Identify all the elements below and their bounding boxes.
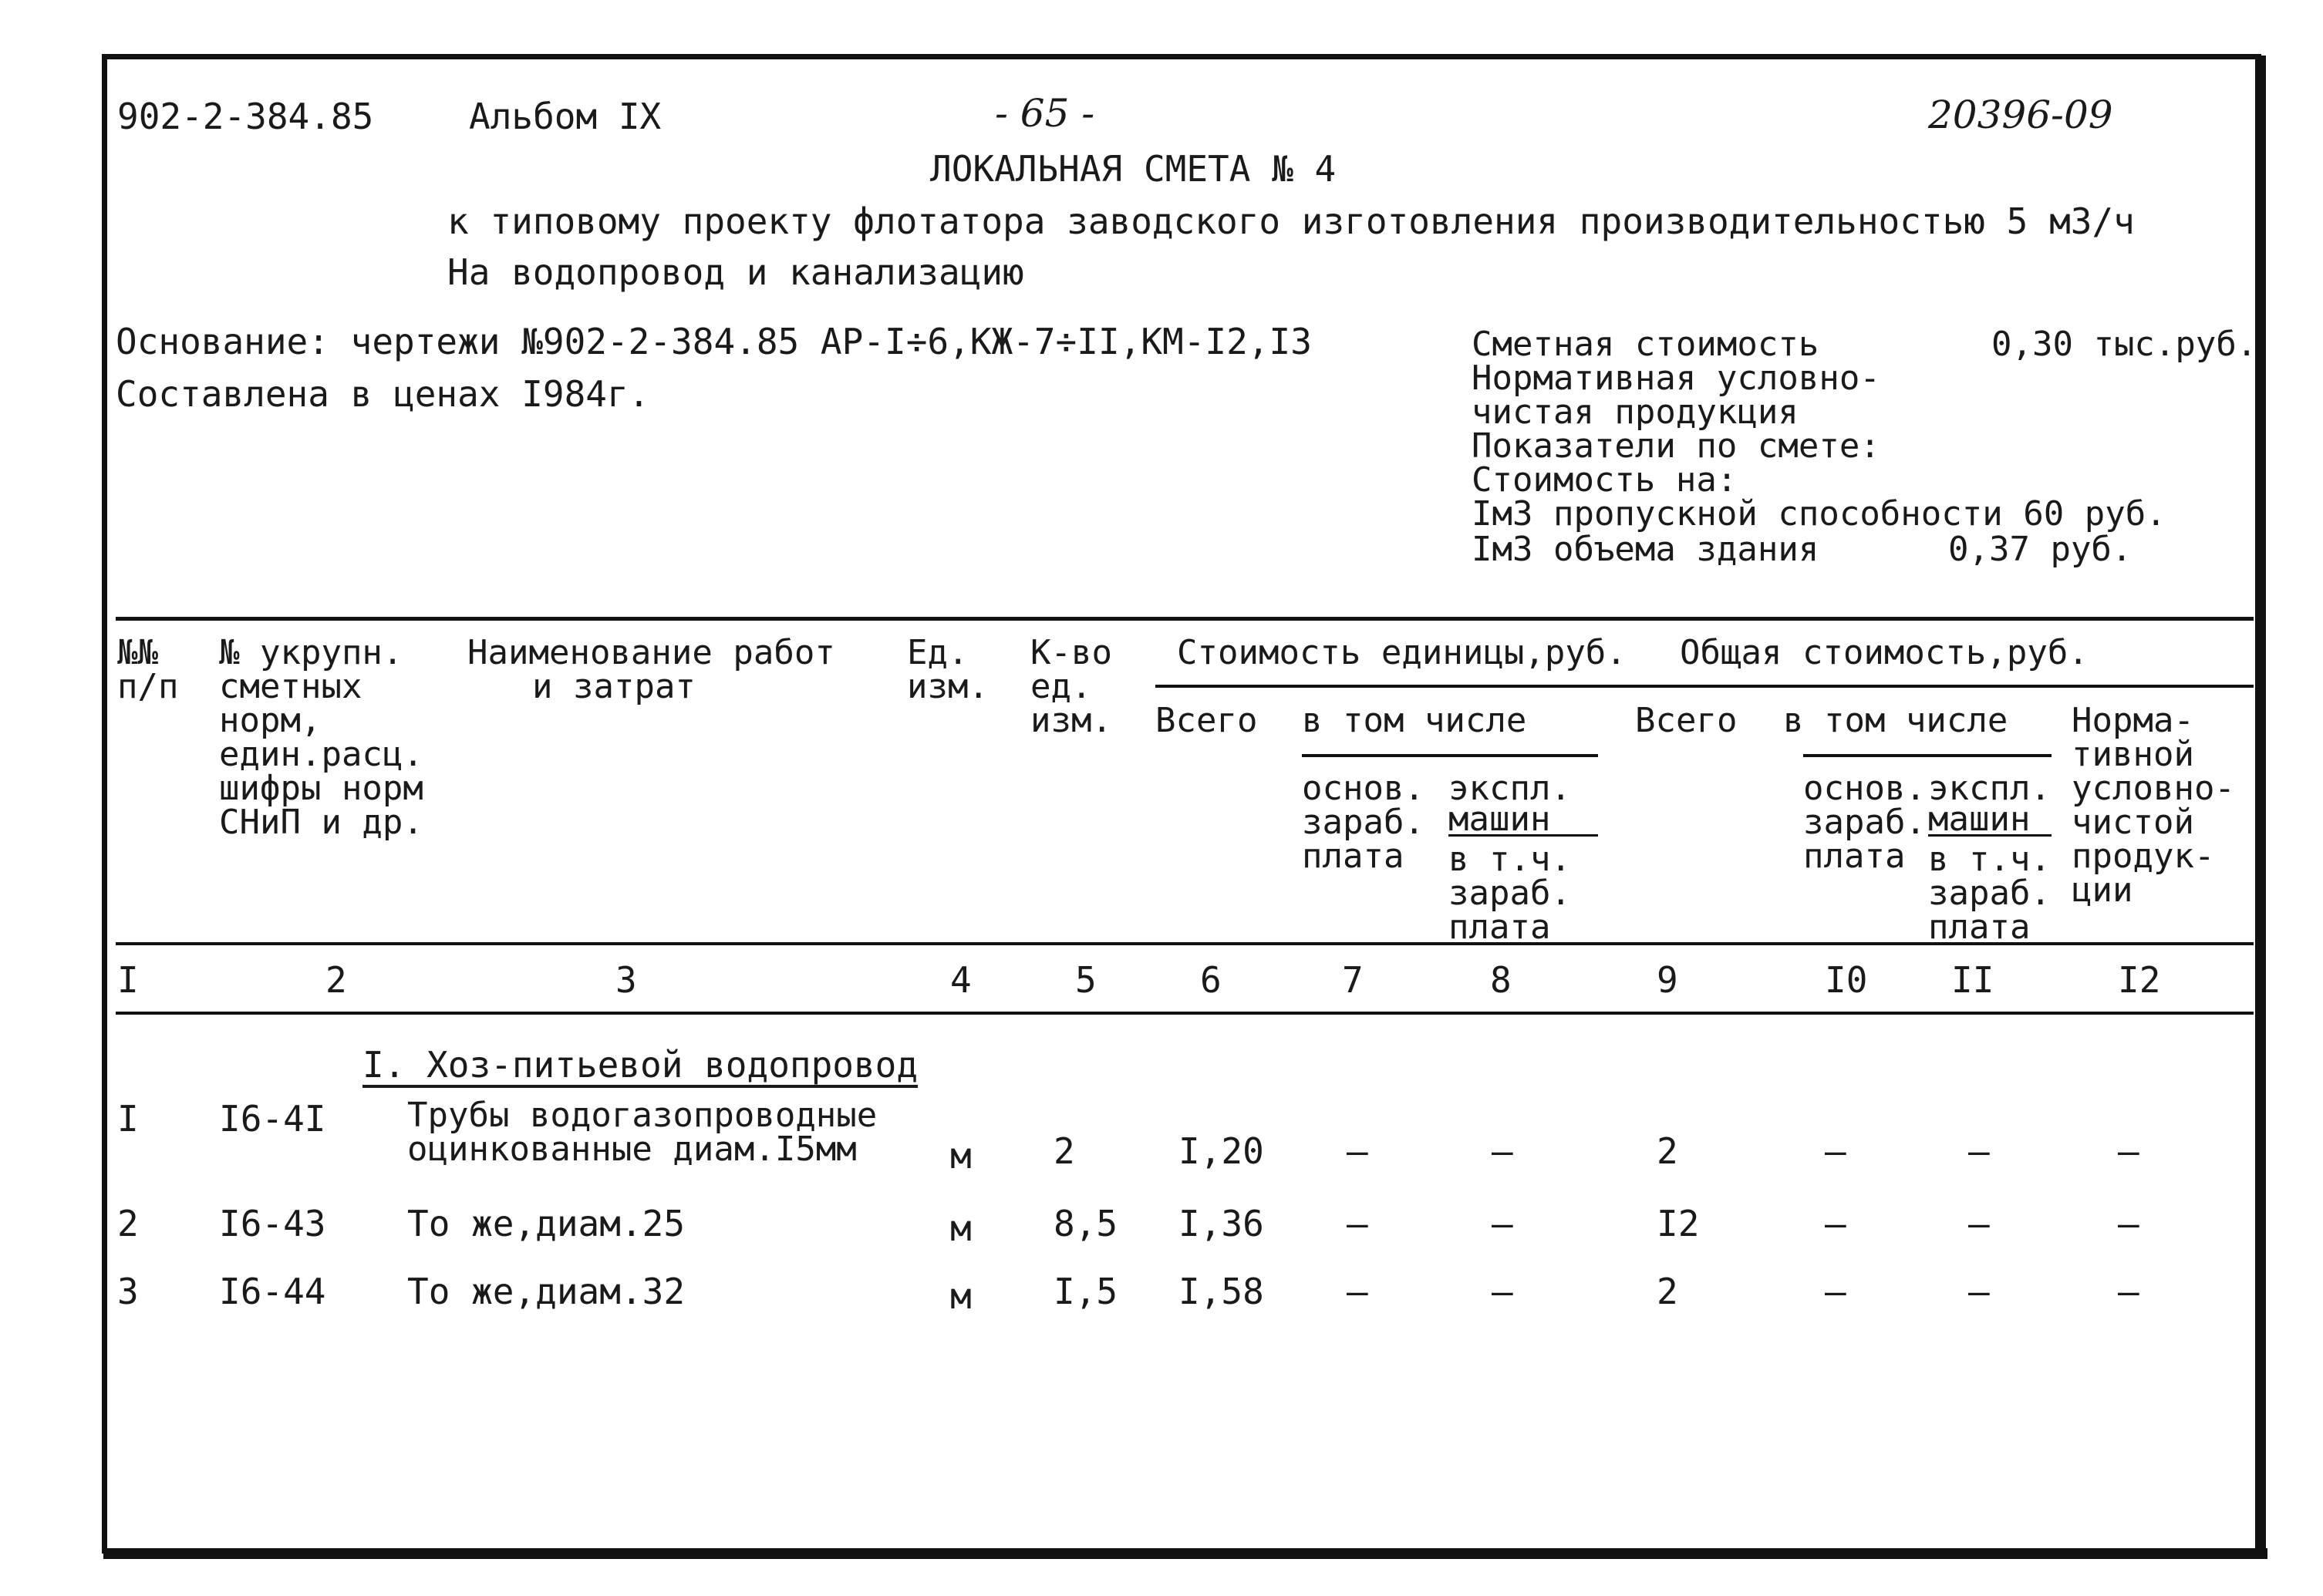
section-title: I. Хоз-питьевой водопровод bbox=[362, 1044, 919, 1086]
basis-prices: Составлена в ценах I984г. bbox=[116, 373, 650, 415]
row-unit-price: I,36 bbox=[1178, 1203, 1264, 1244]
col-number-10: I0 bbox=[1825, 959, 1868, 1001]
total-incl-wage-3: плата bbox=[1928, 907, 2031, 947]
row-number: I bbox=[117, 1098, 139, 1140]
row-qty: 8,5 bbox=[1054, 1203, 1118, 1244]
col-number-12: I2 bbox=[2118, 959, 2161, 1001]
row-c10: – bbox=[1825, 1271, 1846, 1312]
col-number-2: 2 bbox=[325, 959, 347, 1001]
total-base-wage-1: основ. bbox=[1803, 769, 1926, 808]
row-c7: – bbox=[1347, 1271, 1368, 1312]
col1-header-b: п/п bbox=[117, 667, 179, 706]
cost-per-label: Стоимость на: bbox=[1472, 460, 1738, 500]
row-c7: – bbox=[1347, 1203, 1368, 1244]
normative-col-1: Норма- bbox=[2072, 701, 2194, 740]
project-code: 902-2-384.85 bbox=[117, 96, 374, 137]
unit-cost-group-header: Стоимость единицы,руб. bbox=[1177, 633, 1627, 672]
row-total: I2 bbox=[1657, 1203, 1700, 1244]
row-name-2: оцинкованные диам.I5мм bbox=[407, 1130, 857, 1169]
col5-header-a: К-во bbox=[1030, 633, 1112, 672]
row-name-1: То же,диам.32 bbox=[407, 1271, 686, 1312]
row-number: 2 bbox=[117, 1203, 139, 1244]
row-c11: – bbox=[1968, 1271, 1990, 1312]
col2-header-4: един.расц. bbox=[219, 735, 423, 774]
incl-rule-a bbox=[1302, 754, 1598, 757]
row-c11: – bbox=[1968, 1203, 1990, 1244]
volume-label: Iм3 объема здания bbox=[1472, 530, 1819, 569]
row-c8: – bbox=[1492, 1130, 1513, 1172]
row-unit: м bbox=[950, 1207, 972, 1249]
row-total: 2 bbox=[1657, 1271, 1678, 1312]
col-number-11: II bbox=[1951, 959, 1994, 1001]
col4-header-a: Ед. bbox=[907, 633, 969, 672]
row-c8: – bbox=[1492, 1203, 1513, 1244]
row-number: 3 bbox=[117, 1271, 139, 1312]
normative-col-4: чистой bbox=[2072, 803, 2194, 842]
row-c12: – bbox=[2118, 1271, 2139, 1312]
total-total-header: Всего bbox=[1635, 701, 1738, 740]
album-label: Альбом IX bbox=[469, 96, 662, 137]
estimate-title: ЛОКАЛЬНАЯ СМЕТА № 4 bbox=[930, 148, 1337, 190]
unit-incl-wage-2: зараб. bbox=[1448, 874, 1571, 913]
col-number-6: 6 bbox=[1200, 959, 1222, 1001]
capacity-indicator: Iм3 пропускной способности 60 руб. bbox=[1472, 494, 2166, 534]
row-code: I6-44 bbox=[219, 1271, 326, 1312]
col-number-3: 3 bbox=[615, 959, 637, 1001]
normative-col-2: тивной bbox=[2072, 735, 2194, 774]
row-unit: м bbox=[950, 1135, 972, 1177]
row-unit-price: I,58 bbox=[1178, 1271, 1264, 1312]
sheet-code: 20396-09 bbox=[1928, 93, 2113, 137]
unit-base-wage-1: основ. bbox=[1302, 769, 1424, 808]
col2-header-1: № укрупн. bbox=[219, 633, 403, 672]
page-number: - 65 - bbox=[995, 91, 1095, 136]
unit-machines-2: машин bbox=[1448, 800, 1551, 839]
col3-header-b: и затрат bbox=[532, 667, 696, 706]
row-c12: – bbox=[2118, 1203, 2139, 1244]
row-code: I6-4I bbox=[219, 1098, 326, 1140]
col2-header-6: СНиП и др. bbox=[219, 803, 423, 842]
col-numbers-rule bbox=[116, 1012, 2254, 1015]
frame-shadow-bottom bbox=[103, 1548, 2267, 1559]
unit-total-header: Всего bbox=[1155, 701, 1258, 740]
col-number-8: 8 bbox=[1490, 959, 1512, 1001]
frame-shadow-right bbox=[2255, 56, 2266, 1555]
col3-header-a: Наименование работ bbox=[467, 633, 835, 672]
row-c11: – bbox=[1968, 1130, 1990, 1172]
total-incl-header: в том числе bbox=[1783, 701, 2008, 740]
table-top-rule bbox=[116, 617, 2254, 621]
col-number-4: 4 bbox=[950, 959, 972, 1001]
row-unit-price: I,20 bbox=[1178, 1130, 1264, 1172]
row-total: 2 bbox=[1657, 1130, 1678, 1172]
incl-rule-b bbox=[1803, 754, 2052, 757]
row-qty: I,5 bbox=[1054, 1271, 1118, 1312]
col-number-5: 5 bbox=[1075, 959, 1097, 1001]
unit-incl-wage-3: плата bbox=[1448, 907, 1551, 947]
total-base-wage-2: зараб. bbox=[1803, 803, 1926, 842]
total-incl-wage-1: в т.ч. bbox=[1928, 840, 2051, 879]
unit-machines-1: экспл. bbox=[1448, 769, 1571, 808]
row-qty: 2 bbox=[1054, 1130, 1075, 1172]
col1-header-a: №№ bbox=[117, 633, 158, 672]
total-incl-wage-2: зараб. bbox=[1928, 874, 2051, 913]
indicators-label: Показатели по смете: bbox=[1472, 426, 1880, 466]
col-number-7: 7 bbox=[1342, 959, 1364, 1001]
row-c10: – bbox=[1825, 1130, 1846, 1172]
col-number-9: 9 bbox=[1657, 959, 1678, 1001]
col2-header-3: норм, bbox=[219, 701, 322, 740]
normative-col-5: продук- bbox=[2072, 837, 2215, 876]
total-machines-1: экспл. bbox=[1928, 769, 2051, 808]
col2-header-2: сметных bbox=[219, 667, 362, 706]
row-c8: – bbox=[1492, 1271, 1513, 1312]
estimated-cost-value: 0,30 тыс.руб. bbox=[1991, 325, 2257, 364]
row-name-1: То же,диам.25 bbox=[407, 1203, 686, 1244]
unit-incl-header: в том числе bbox=[1302, 701, 1527, 740]
basis-drawings: Основание: чертежи №902-2-384.85 АР-I÷6,КЖ-7÷II,КМ-I2,I3 bbox=[116, 321, 1312, 362]
normative-label-1: Нормативная условно- bbox=[1472, 359, 1880, 398]
col2-header-5: шифры норм bbox=[219, 769, 423, 808]
col5-header-c: изм. bbox=[1030, 701, 1112, 740]
col5-header-b: ед. bbox=[1030, 667, 1092, 706]
unit-base-wage-3: плата bbox=[1302, 837, 1404, 876]
cost-group-rule bbox=[1155, 685, 2254, 688]
row-c12: – bbox=[2118, 1130, 2139, 1172]
unit-base-wage-2: зараб. bbox=[1302, 803, 1424, 842]
total-machines-2: машин bbox=[1928, 800, 2031, 839]
normative-col-6: ции bbox=[2072, 870, 2133, 910]
total-cost-group-header: Общая стоимость,руб. bbox=[1680, 633, 2089, 672]
row-c7: – bbox=[1347, 1130, 1368, 1172]
row-unit: м bbox=[950, 1275, 972, 1317]
normative-label-2: чистая продукция bbox=[1472, 392, 1799, 432]
total-base-wage-3: плата bbox=[1803, 837, 1906, 876]
estimate-subject: На водопровод и канализацию bbox=[447, 251, 1024, 293]
row-c10: – bbox=[1825, 1203, 1846, 1244]
row-name-1: Трубы водогазопроводные bbox=[407, 1096, 878, 1135]
normative-col-3: условно- bbox=[2072, 769, 2235, 808]
volume-value: 0,37 руб. bbox=[1948, 530, 2133, 569]
col4-header-b: изм. bbox=[907, 667, 989, 706]
col-number-1: I bbox=[117, 959, 139, 1001]
unit-incl-wage-1: в т.ч. bbox=[1448, 840, 1571, 879]
estimated-cost-label: Сметная стоимость bbox=[1472, 325, 1819, 364]
estimate-subtitle: к типовому проекту флотатора заводского изготовления производительностью 5 м3/ч bbox=[447, 200, 2135, 242]
row-code: I6-43 bbox=[219, 1203, 326, 1244]
